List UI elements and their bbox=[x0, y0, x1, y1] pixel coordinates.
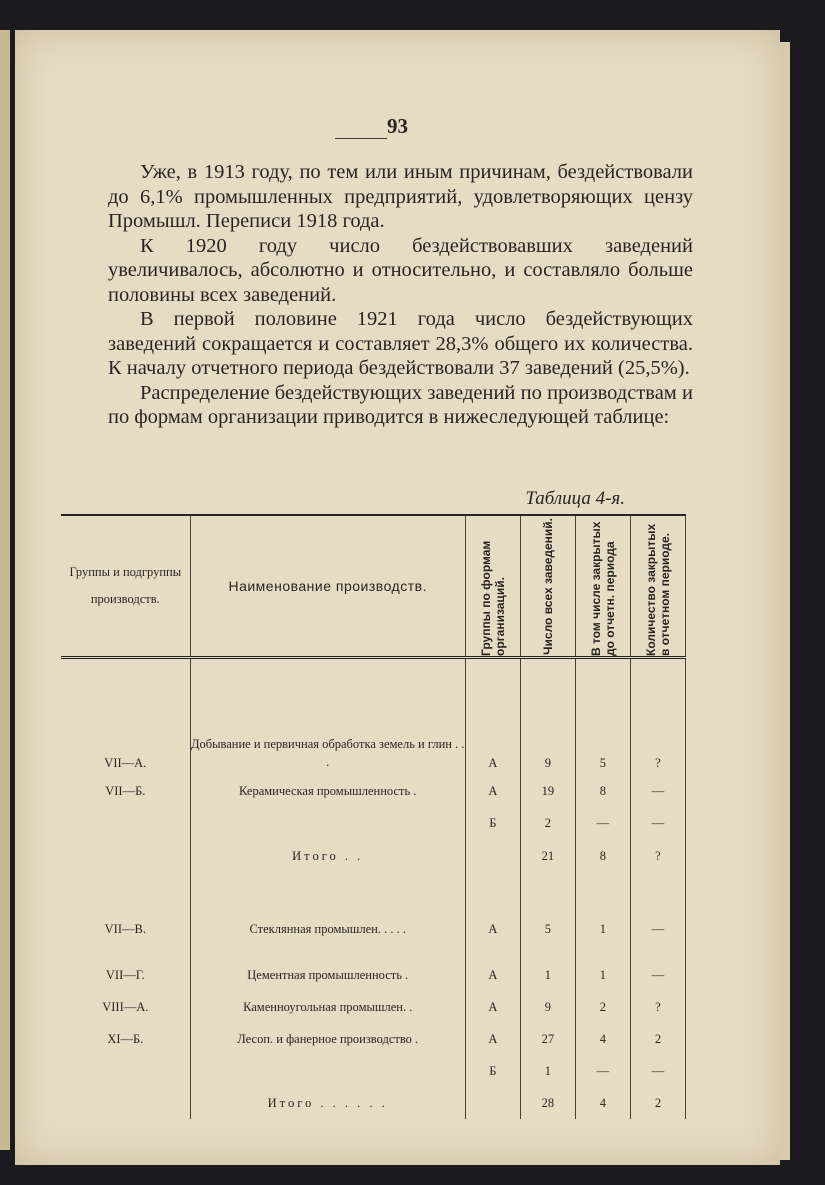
body-text bbox=[108, 160, 693, 430]
cell-code: XI—Б. bbox=[107, 1031, 144, 1046]
paragraph-4: Распределение бездействующих заведений по производствам и по формам организации приводится в нижеследующей таблице: bbox=[108, 381, 693, 428]
table-row bbox=[61, 807, 686, 839]
book-page bbox=[15, 30, 780, 1165]
cell-total: 5 bbox=[520, 899, 575, 959]
cell-closed-during: 2 bbox=[630, 1087, 685, 1119]
table-row bbox=[61, 991, 686, 1023]
table-caption: Таблица 4-я. bbox=[525, 488, 625, 509]
cell-code: VIII—А. bbox=[102, 999, 149, 1014]
page-number: 93 bbox=[387, 114, 408, 138]
table-body bbox=[61, 658, 686, 1120]
cell-closed-during: — bbox=[630, 959, 685, 991]
cell-closed-during: ? bbox=[630, 839, 685, 873]
cell-closed-before: 4 bbox=[575, 1087, 630, 1119]
spacer-cell bbox=[575, 873, 630, 899]
header-form: Группы по формам организаций. bbox=[465, 515, 520, 658]
cell-closed-during: — bbox=[630, 775, 685, 807]
cell-name: Итого . . . . . . bbox=[190, 1087, 465, 1119]
cell-name: Каменноугольная промышлен. . bbox=[190, 991, 465, 1023]
cell-code: VII—А. bbox=[104, 756, 147, 770]
spacer-cell bbox=[61, 873, 190, 899]
cell-closed-during: ? bbox=[630, 658, 685, 776]
header-name: Наименование производств. bbox=[190, 515, 465, 658]
cell-closed-before: 2 bbox=[575, 991, 630, 1023]
spacer-cell bbox=[630, 873, 685, 899]
header-closed-before: В том числе закрытых до отчетн. периода bbox=[575, 515, 630, 658]
cell-form: А bbox=[465, 658, 520, 776]
previous-page-edge bbox=[0, 30, 10, 1150]
cell-form: А bbox=[465, 775, 520, 807]
cell-total: 21 bbox=[520, 839, 575, 873]
cell-closed-before: — bbox=[575, 1055, 630, 1087]
paragraph-3: В первой половине 1921 года число бездействующих заведений сокращается и составляет 28,3% общего их количества. К началу отчетного периода бездействовали 37 заведений (25,5%). bbox=[108, 308, 693, 379]
cell-name bbox=[190, 1055, 465, 1087]
header-closed-during: Количество закрытых в отчетном периоде. bbox=[630, 515, 685, 658]
cell-closed-during: — bbox=[630, 1055, 685, 1087]
cell-closed-before: 8 bbox=[575, 775, 630, 807]
table-row bbox=[61, 959, 686, 991]
cell-code: VII—Б. bbox=[105, 783, 146, 798]
cell-form: Б bbox=[465, 807, 520, 839]
cell-closed-during: — bbox=[630, 899, 685, 959]
cell-closed-during: — bbox=[630, 807, 685, 839]
cell-form: А bbox=[465, 959, 520, 991]
cell-name: Керамическая промышленность . bbox=[190, 775, 465, 807]
cell-name: Стеклянная промышлен. . . . . bbox=[190, 899, 465, 959]
cell-code bbox=[61, 839, 190, 873]
cell-closed-before: 5 bbox=[575, 658, 630, 776]
cell-closed-during: ? bbox=[630, 991, 685, 1023]
table-row bbox=[61, 839, 686, 873]
cell-form bbox=[465, 1087, 520, 1119]
cell-name bbox=[190, 807, 465, 839]
table-row bbox=[61, 658, 686, 776]
statistics-table-wrap bbox=[61, 514, 686, 1119]
table-row bbox=[61, 1087, 686, 1119]
cell-form: А bbox=[465, 991, 520, 1023]
header-total: Число всех заведений. bbox=[520, 515, 575, 658]
cell-form: А bbox=[465, 1023, 520, 1055]
cell-name: Лесоп. и фанерное производство . bbox=[190, 1023, 465, 1055]
table-row bbox=[61, 1023, 686, 1055]
cell-closed-before: 4 bbox=[575, 1023, 630, 1055]
paragraph-2: К 1920 году число бездействовавших заведений увеличивалось, абсолютно и относительно, и составляло больше половины всех заведений. bbox=[108, 234, 693, 306]
paragraph-1: Уже, в 1913 году, по тем или иным причинам, бездействовали до 6,1% промышленных предприятий, удовлетворяющих цензу Промышл. Переписи 1918 года. bbox=[108, 161, 693, 232]
cell-total: 9 bbox=[520, 658, 575, 776]
cell-code bbox=[61, 807, 190, 839]
cell-closed-before: 8 bbox=[575, 839, 630, 873]
table-row bbox=[61, 1055, 686, 1087]
spacer-cell bbox=[520, 873, 575, 899]
cell-closed-before: 1 bbox=[575, 899, 630, 959]
cell-code: VII—Г. bbox=[105, 967, 145, 982]
cell-total: 27 bbox=[520, 1023, 575, 1055]
table-row bbox=[61, 899, 686, 959]
cell-total: 1 bbox=[520, 959, 575, 991]
cell-name: Итого . . bbox=[190, 839, 465, 873]
table-row bbox=[61, 775, 686, 807]
cell-code bbox=[61, 1087, 190, 1119]
cell-closed-during: 2 bbox=[630, 1023, 685, 1055]
statistics-table bbox=[61, 514, 686, 1119]
cell-form: Б bbox=[465, 1055, 520, 1087]
cell-total: 28 bbox=[520, 1087, 575, 1119]
spacer-cell bbox=[465, 873, 520, 899]
table-header-row bbox=[61, 515, 686, 658]
cell-code: VII—В. bbox=[104, 921, 146, 936]
cell-total: 19 bbox=[520, 775, 575, 807]
cell-name: Цементная промышленность . bbox=[190, 959, 465, 991]
page-number-rule bbox=[335, 138, 387, 139]
cell-form bbox=[465, 839, 520, 873]
cell-total: 2 bbox=[520, 807, 575, 839]
cell-total: 1 bbox=[520, 1055, 575, 1087]
cell-code bbox=[61, 1055, 190, 1087]
header-group: Группы и подгруппы производств. bbox=[61, 515, 190, 658]
cell-form: А bbox=[465, 899, 520, 959]
cell-closed-before: 1 bbox=[575, 959, 630, 991]
table-spacer-row bbox=[61, 873, 686, 899]
cell-closed-before: — bbox=[575, 807, 630, 839]
cell-name: Добывание и первичная обработка земель и глин . . . bbox=[190, 658, 465, 776]
spacer-cell bbox=[190, 873, 465, 899]
cell-total: 9 bbox=[520, 991, 575, 1023]
